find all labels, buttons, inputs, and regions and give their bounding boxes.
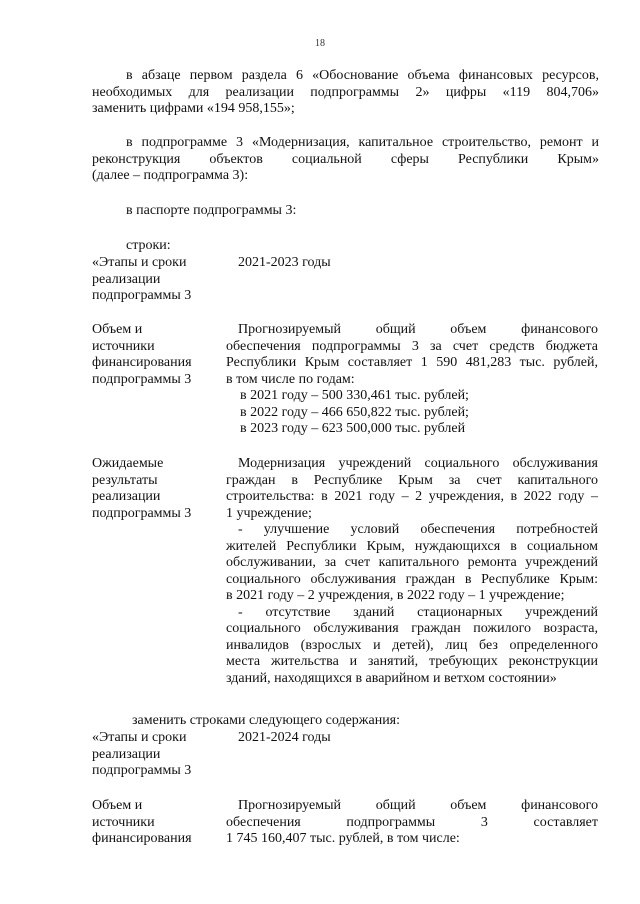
label-line: источники (92, 814, 155, 830)
text-line: - отсутствие зданий стационарных учреждений (238, 604, 598, 620)
old-funding-label (92, 322, 212, 388)
text-line: Прогнозируемый общий объем финансового (238, 798, 598, 813)
new-stages-value: 2021-2024 годы (238, 730, 331, 745)
label-line: результаты (92, 472, 158, 488)
text-line: реконструкция объектов социальной сферы Республики Крым» (92, 151, 599, 167)
text-line: социального обслуживания граждан в Республике Крым: (226, 571, 598, 587)
label-line: подпрограммы 3 (92, 288, 192, 303)
label-line: Объем и (92, 322, 143, 337)
old-stages-value: 2021-2023 годы (238, 255, 331, 270)
text-line: Модернизация учреждений социального обслуживания (238, 456, 598, 471)
old-results-value (226, 456, 598, 687)
text-line: зданий, находящихся в аварийном и ветхом состоянии» (226, 670, 557, 686)
label-line: Ожидаемые (92, 456, 164, 471)
replace-intro: заменить строками следующего содержания: (132, 713, 401, 728)
text-line: (далее – подпрограмма 3): (92, 168, 249, 183)
new-funding-label (92, 798, 212, 848)
old-stages-label (92, 255, 212, 305)
text-line: граждан в Республике Крым за счет капитального (226, 472, 598, 488)
label-line: финансирования (92, 831, 192, 846)
new-stages-label (92, 730, 212, 780)
label-line: финансирования (92, 355, 192, 370)
text-line: необходимых для реализации подпрограммы 2» цифры «119 804,706» (92, 84, 599, 100)
old-results-label (92, 456, 212, 522)
text-line: строительства: в 2021 году – 2 учреждения, в 2022 году – (226, 489, 598, 504)
paragraph-passport: в паспорте подпрограммы 3: (126, 203, 297, 218)
paragraph-section6-amendment (92, 68, 599, 118)
text-line: жителей Республики Крым, нуждающихся в социальном (226, 538, 598, 554)
year-amount: в 2023 году – 623 500,000 тыс. рублей (240, 421, 466, 436)
text-line: обеспечения подпрограммы 3 за счет средств бюджета (226, 338, 598, 354)
text-line: обслуживании, за счет капитального ремонта учреждений (226, 555, 598, 570)
label-line: подпрограммы 3 (92, 763, 192, 778)
text-line: 1 учреждение; (226, 505, 312, 521)
year-amount: в 2022 году – 466 650,822 тыс. рублей; (240, 404, 469, 420)
label-line: реализации (92, 746, 161, 762)
label-line: подпрограммы 3 (92, 371, 192, 387)
page-number: 18 (315, 38, 325, 49)
text-line: в 2021 году – 2 учреждения, в 2022 году – 1 учреждение; (226, 588, 565, 603)
label-line: «Этапы и сроки (92, 255, 187, 270)
new-funding-value (226, 798, 598, 848)
text-line: обеспечения подпрограммы 3 составляет (226, 814, 598, 830)
text-line: Республики Крым составляет 1 590 481,283 тыс. рублей, (226, 355, 598, 370)
text-line: в подпрограмме 3 «Модернизация, капитальное строительство, ремонт и (126, 135, 599, 150)
label-line: Объем и (92, 798, 143, 813)
old-funding-value (226, 322, 598, 438)
text-line: социального обслуживания граждан пожилого возраста, (226, 621, 598, 636)
rows-intro: строки: (126, 238, 171, 253)
text-line: места жительства и занятий, требующих реконструкции (226, 654, 598, 669)
label-line: источники (92, 338, 155, 354)
text-line: Прогнозируемый общий объем финансового (238, 322, 598, 337)
label-line: реализации (92, 271, 161, 287)
text-line: в абзаце первом раздела 6 «Обоснование объема финансовых ресурсов, (126, 68, 599, 83)
text-line: - улучшение условий обеспечения потребностей (238, 522, 598, 537)
text-line: 1 745 160,407 тыс. рублей, в том числе: (226, 831, 460, 846)
label-line: подпрограммы 3 (92, 505, 192, 521)
label-line: реализации (92, 489, 161, 504)
year-amount: в 2021 году – 500 330,461 тыс. рублей; (240, 388, 469, 403)
label-line: «Этапы и сроки (92, 730, 187, 745)
text-line: инвалидов (взрослых и детей), лиц без определенного (226, 637, 598, 653)
text-line: в том числе по годам: (226, 371, 355, 387)
text-line: заменить цифрами «194 958,155»; (92, 101, 295, 116)
paragraph-subprogram3-intro (92, 135, 599, 185)
